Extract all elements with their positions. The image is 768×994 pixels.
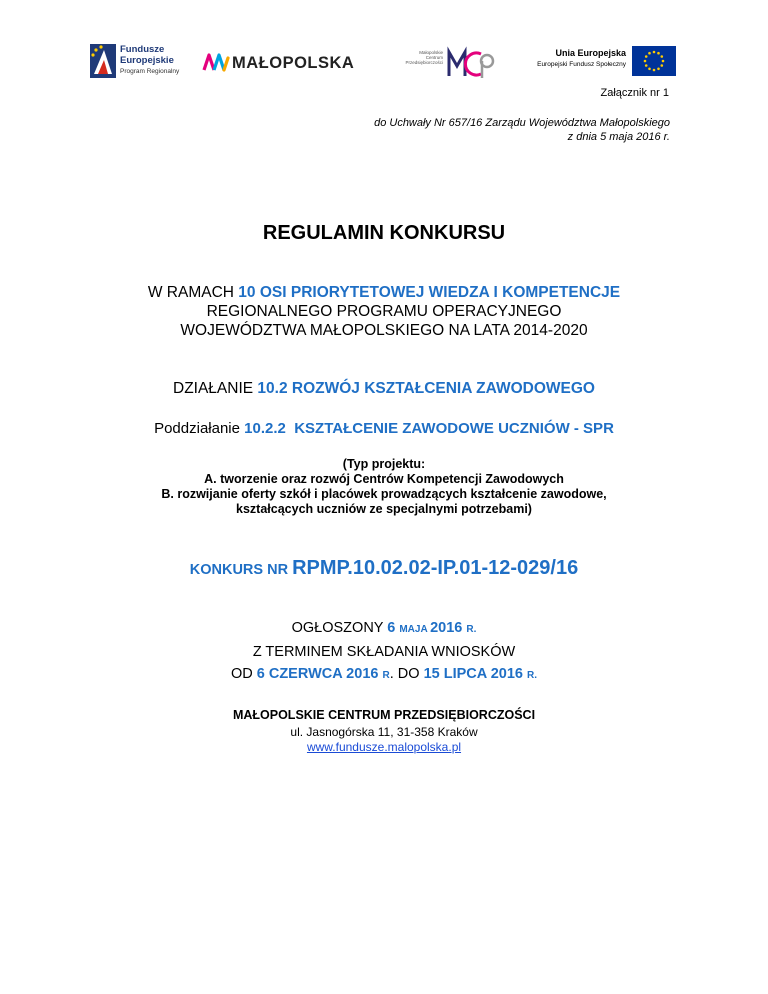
priority-line3: WOJEWÓDZTWA MAŁOPOLSKIEGO NA LATA 2014-2020 — [180, 322, 588, 339]
mcp-mark-icon — [447, 46, 495, 82]
fe-line3: Program Regionalny — [120, 68, 180, 75]
contest-id: RPMP.10.02.02-IP.01-12-029/16 — [292, 557, 579, 579]
subaction-heading — [0, 420, 768, 437]
announce-month: MAJA — [399, 624, 431, 635]
subaction-highlight: 10.2.2 KSZTAŁCENIE ZAWODOWE UCZNIÓW - SPR — [244, 420, 614, 437]
resolution-reference — [374, 116, 670, 144]
unia-europejska-logo — [536, 46, 676, 78]
resolution-line1: do Uchwały Nr 657/16 Zarządu Województwa Małopolskiego — [374, 117, 670, 129]
mcp-logo — [405, 42, 497, 82]
announce-r2: R. — [527, 670, 537, 681]
project-type-b: B. rozwijanie oferty szkół i placówek prowadzących kształcenie zawodowe, — [161, 487, 607, 501]
contest-label: KONKURS NR — [189, 562, 293, 578]
malopolska-wordmark: MAŁOPOLSKA — [232, 54, 355, 72]
fe-flag-icon — [90, 44, 116, 78]
announce-l1-prefix: OGŁOSZONY — [291, 620, 388, 636]
priority-highlight: 10 OSI PRIORYTETOWEJ WIEDZA I KOMPETENCJE — [238, 284, 621, 301]
action-highlight: 10.2 ROZWÓJ KSZTAŁCENIA ZAWODOWEGO — [257, 380, 595, 397]
mcp-small-text: Małopolskie Centrum Przedsiębiorczości — [405, 50, 443, 65]
action-prefix: DZIAŁANIE — [173, 380, 258, 397]
malopolska-m-icon — [202, 52, 230, 72]
announce-l3-mid: . DO — [389, 666, 424, 682]
project-type-a: A. tworzenie oraz rozwój Centrów Kompetencji Zawodowych — [204, 472, 564, 486]
ue-line2: Europejski Fundusz Społeczny — [537, 61, 626, 68]
announcement — [0, 617, 768, 687]
project-types-heading: (Typ projektu: — [342, 457, 426, 471]
logo-bar — [0, 40, 768, 88]
fe-line2: Europejskie — [120, 55, 174, 66]
fundusze-europejskie-logo — [90, 42, 185, 82]
project-types — [0, 457, 768, 517]
contest-number — [0, 557, 768, 580]
action-heading — [0, 380, 768, 398]
priority-line2: REGIONALNEGO PROGRAMU OPERACYJNEGO — [206, 303, 562, 320]
announce-date-to: 15 LIPCA 2016 — [423, 666, 527, 682]
fe-line1: Fundusze — [120, 44, 165, 55]
ue-line1: Unia Europejska — [555, 48, 626, 58]
institution-name: MAŁOPOLSKIE CENTRUM PRZEDSIĘBIORCZOŚCI — [232, 708, 536, 722]
annex-label: Załącznik nr 1 — [600, 87, 669, 99]
resolution-line2: z dnia 5 maja 2016 r. — [567, 131, 670, 143]
announce-l3-prefix: OD — [230, 666, 257, 682]
priority-axis — [0, 283, 768, 340]
institution-contact — [0, 725, 768, 755]
announce-r1: R — [382, 670, 390, 681]
priority-prefix: W RAMACH — [147, 284, 239, 301]
announce-year: 2016 — [430, 620, 467, 636]
announce-line2: Z TERMINEM SKŁADANIA WNIOSKÓW — [252, 644, 516, 660]
malopolska-logo — [202, 52, 372, 78]
announce-day: 6 — [387, 620, 400, 636]
document-title: REGULAMIN KONKURSU — [262, 222, 506, 244]
institution-address: ul. Jasnogórska 11, 31-358 Kraków — [290, 725, 478, 739]
subaction-prefix: Poddziałanie — [154, 420, 245, 437]
website-link[interactable]: www.fundusze.malopolska.pl — [306, 740, 462, 754]
project-type-b-cont: kształcących uczniów ze specjalnymi potrzebami) — [236, 502, 532, 516]
announce-date-from: 6 CZERWCA 2016 — [256, 666, 383, 682]
eu-flag-icon — [632, 46, 676, 76]
announce-r: R. — [466, 624, 477, 635]
